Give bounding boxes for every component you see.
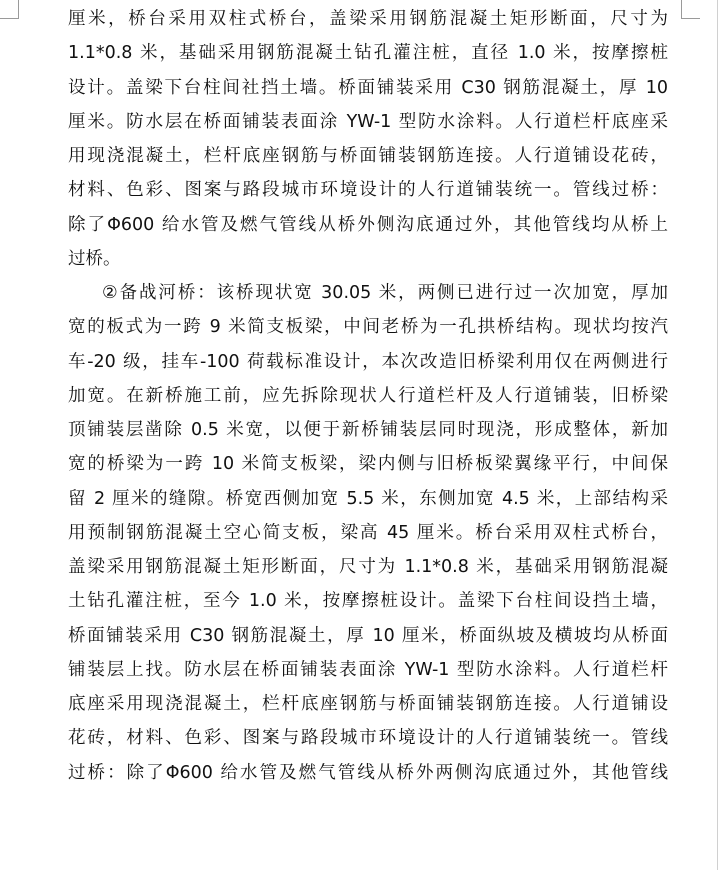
text-line: 过桥。: [68, 248, 121, 269]
document-body: [68, 2, 668, 790]
text-line: 车-20 级，挂车-100 荷载标准设计，本次改造旧桥梁利用仅在两侧进行: [68, 351, 668, 372]
text-line: 盖梁采用钢筋混凝土矩形断面，尺寸为 1.1*0.8 米，基础采用钢筋混凝: [68, 557, 668, 577]
paragraph-first-line: ②备战河桥：该桥现状宽 30.05 米，两侧已进行过一次加宽，厚加: [102, 283, 668, 303]
text-line: 底座采用现浇混凝土，栏杆底座钢筋与桥面铺装钢筋连接。人行道铺设: [68, 694, 668, 714]
page-corner-mark-right: [681, 0, 700, 19]
text-line: 厘米，桥台采用双柱式桥台，盖梁采用钢筋混凝土矩形断面，尺寸为: [68, 9, 668, 29]
text-line: 留 2 厘米的缝隙。桥宽西侧加宽 5.5 米，东侧加宽 4.5 米，上部结构采: [68, 488, 668, 509]
text-line: 材料、色彩、图案与路段城市环境设计的人行道铺装统一。管线过桥：: [68, 180, 668, 201]
text-line: 厘米。防水层在桥面铺装表面涂 YW-1 型防水涂料。人行道栏杆底座采: [68, 111, 668, 132]
text-line: 花砖，材料、色彩、图案与路段城市环境设计的人行道铺装统一。管线: [68, 728, 668, 749]
text-line: 土钻孔灌注桩，至今 1.0 米，按摩擦桩设计。盖梁下台柱间设挡土墙，: [68, 591, 668, 612]
text-line: 桥面铺装采用 C30 钢筋混凝土，厚 10 厘米，桥面纵坡及横坡均从桥面: [68, 625, 668, 646]
text-line: 用预制钢筋混凝土空心简支板，梁高 45 厘米。桥台采用双柱式桥台，: [68, 522, 668, 543]
text-line: 过桥：除了Φ600 给水管及燃气管线从桥外两侧沟底通过外，其他管线: [68, 762, 668, 783]
text-line: 铺装层上找。防水层在桥面铺装表面涂 YW-1 型防水涂料。人行道栏杆: [68, 659, 668, 680]
text-line: 顶铺装层凿除 0.5 米宽，以便于新桥铺装层同时现浇，形成整体，新加: [68, 420, 668, 440]
page-corner-mark-left: [0, 0, 19, 19]
text-line: 除了Φ600 给水管及燃气管线从桥外侧沟底通过外，其他管线均从桥上: [68, 214, 668, 235]
text-line: 设计。盖梁下台柱间社挡土墙。桥面铺装采用 C30 钢筋混凝土，厚 10: [68, 77, 668, 98]
text-line: 加宽。在新桥施工前，应先拆除现状人行道栏杆及人行道铺装，旧桥梁: [68, 385, 668, 406]
text-line: 宽的板式为一跨 9 米简支板梁，中间老桥为一孔拱桥结构。现状均按汽: [68, 317, 668, 338]
text-line: 用现浇混凝土，栏杆底座钢筋与桥面铺装钢筋连接。人行道铺设花砖，: [68, 146, 668, 166]
text-line: 宽的桥梁为一跨 10 米简支板梁，梁内侧与旧桥板梁翼缘平行，中间保: [68, 454, 668, 475]
text-line: 1.1*0.8 米，基础采用钢筋混凝土钻孔灌注桩，直径 1.0 米，按摩擦桩: [68, 43, 668, 64]
